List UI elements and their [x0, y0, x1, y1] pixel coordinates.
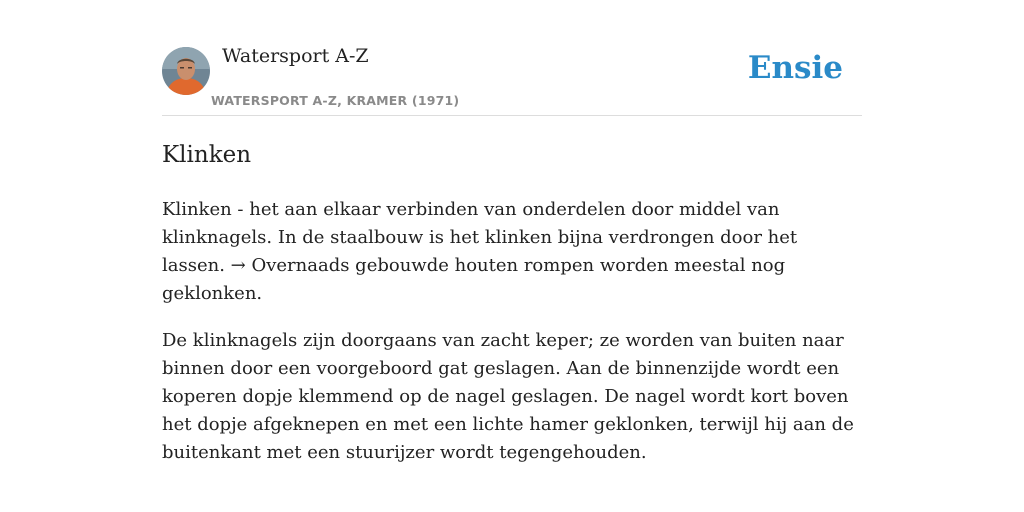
- avatar-photo-icon: [162, 47, 210, 95]
- author-avatar[interactable]: [162, 47, 210, 95]
- source-label[interactable]: WATERSPORT A-Z, KRAMER (1971): [211, 93, 460, 108]
- ensie-logo[interactable]: Ensie: [747, 50, 843, 86]
- card-header: [162, 40, 862, 116]
- article-paragraph: De klinknagels zijn doorgaans van zacht keper; ze worden van buiten naar binnen door een voorgeboord gat geslagen. Aan de binnenzijde wordt een koperen dopje klemmend op de nagel geslagen. De nagel wordt kort boven het dopje afgeknepen en met een lichte hamer geklonken, terwijl hij aan de buitenkant met een stuurijzer wordt tegengehouden.: [162, 330, 854, 463]
- article-paragraph: Klinken - het aan elkaar verbinden van onderdelen door middel van klinknagels. In de staalbouw is het klinken bijna verdrongen door het lassen. → Overnaads gebouwde houten rompen worden meestal nog geklonken.: [162, 199, 798, 304]
- article-title: Klinken: [162, 142, 252, 168]
- author-name[interactable]: Watersport A-Z: [222, 45, 369, 67]
- definition-card: [162, 40, 862, 467]
